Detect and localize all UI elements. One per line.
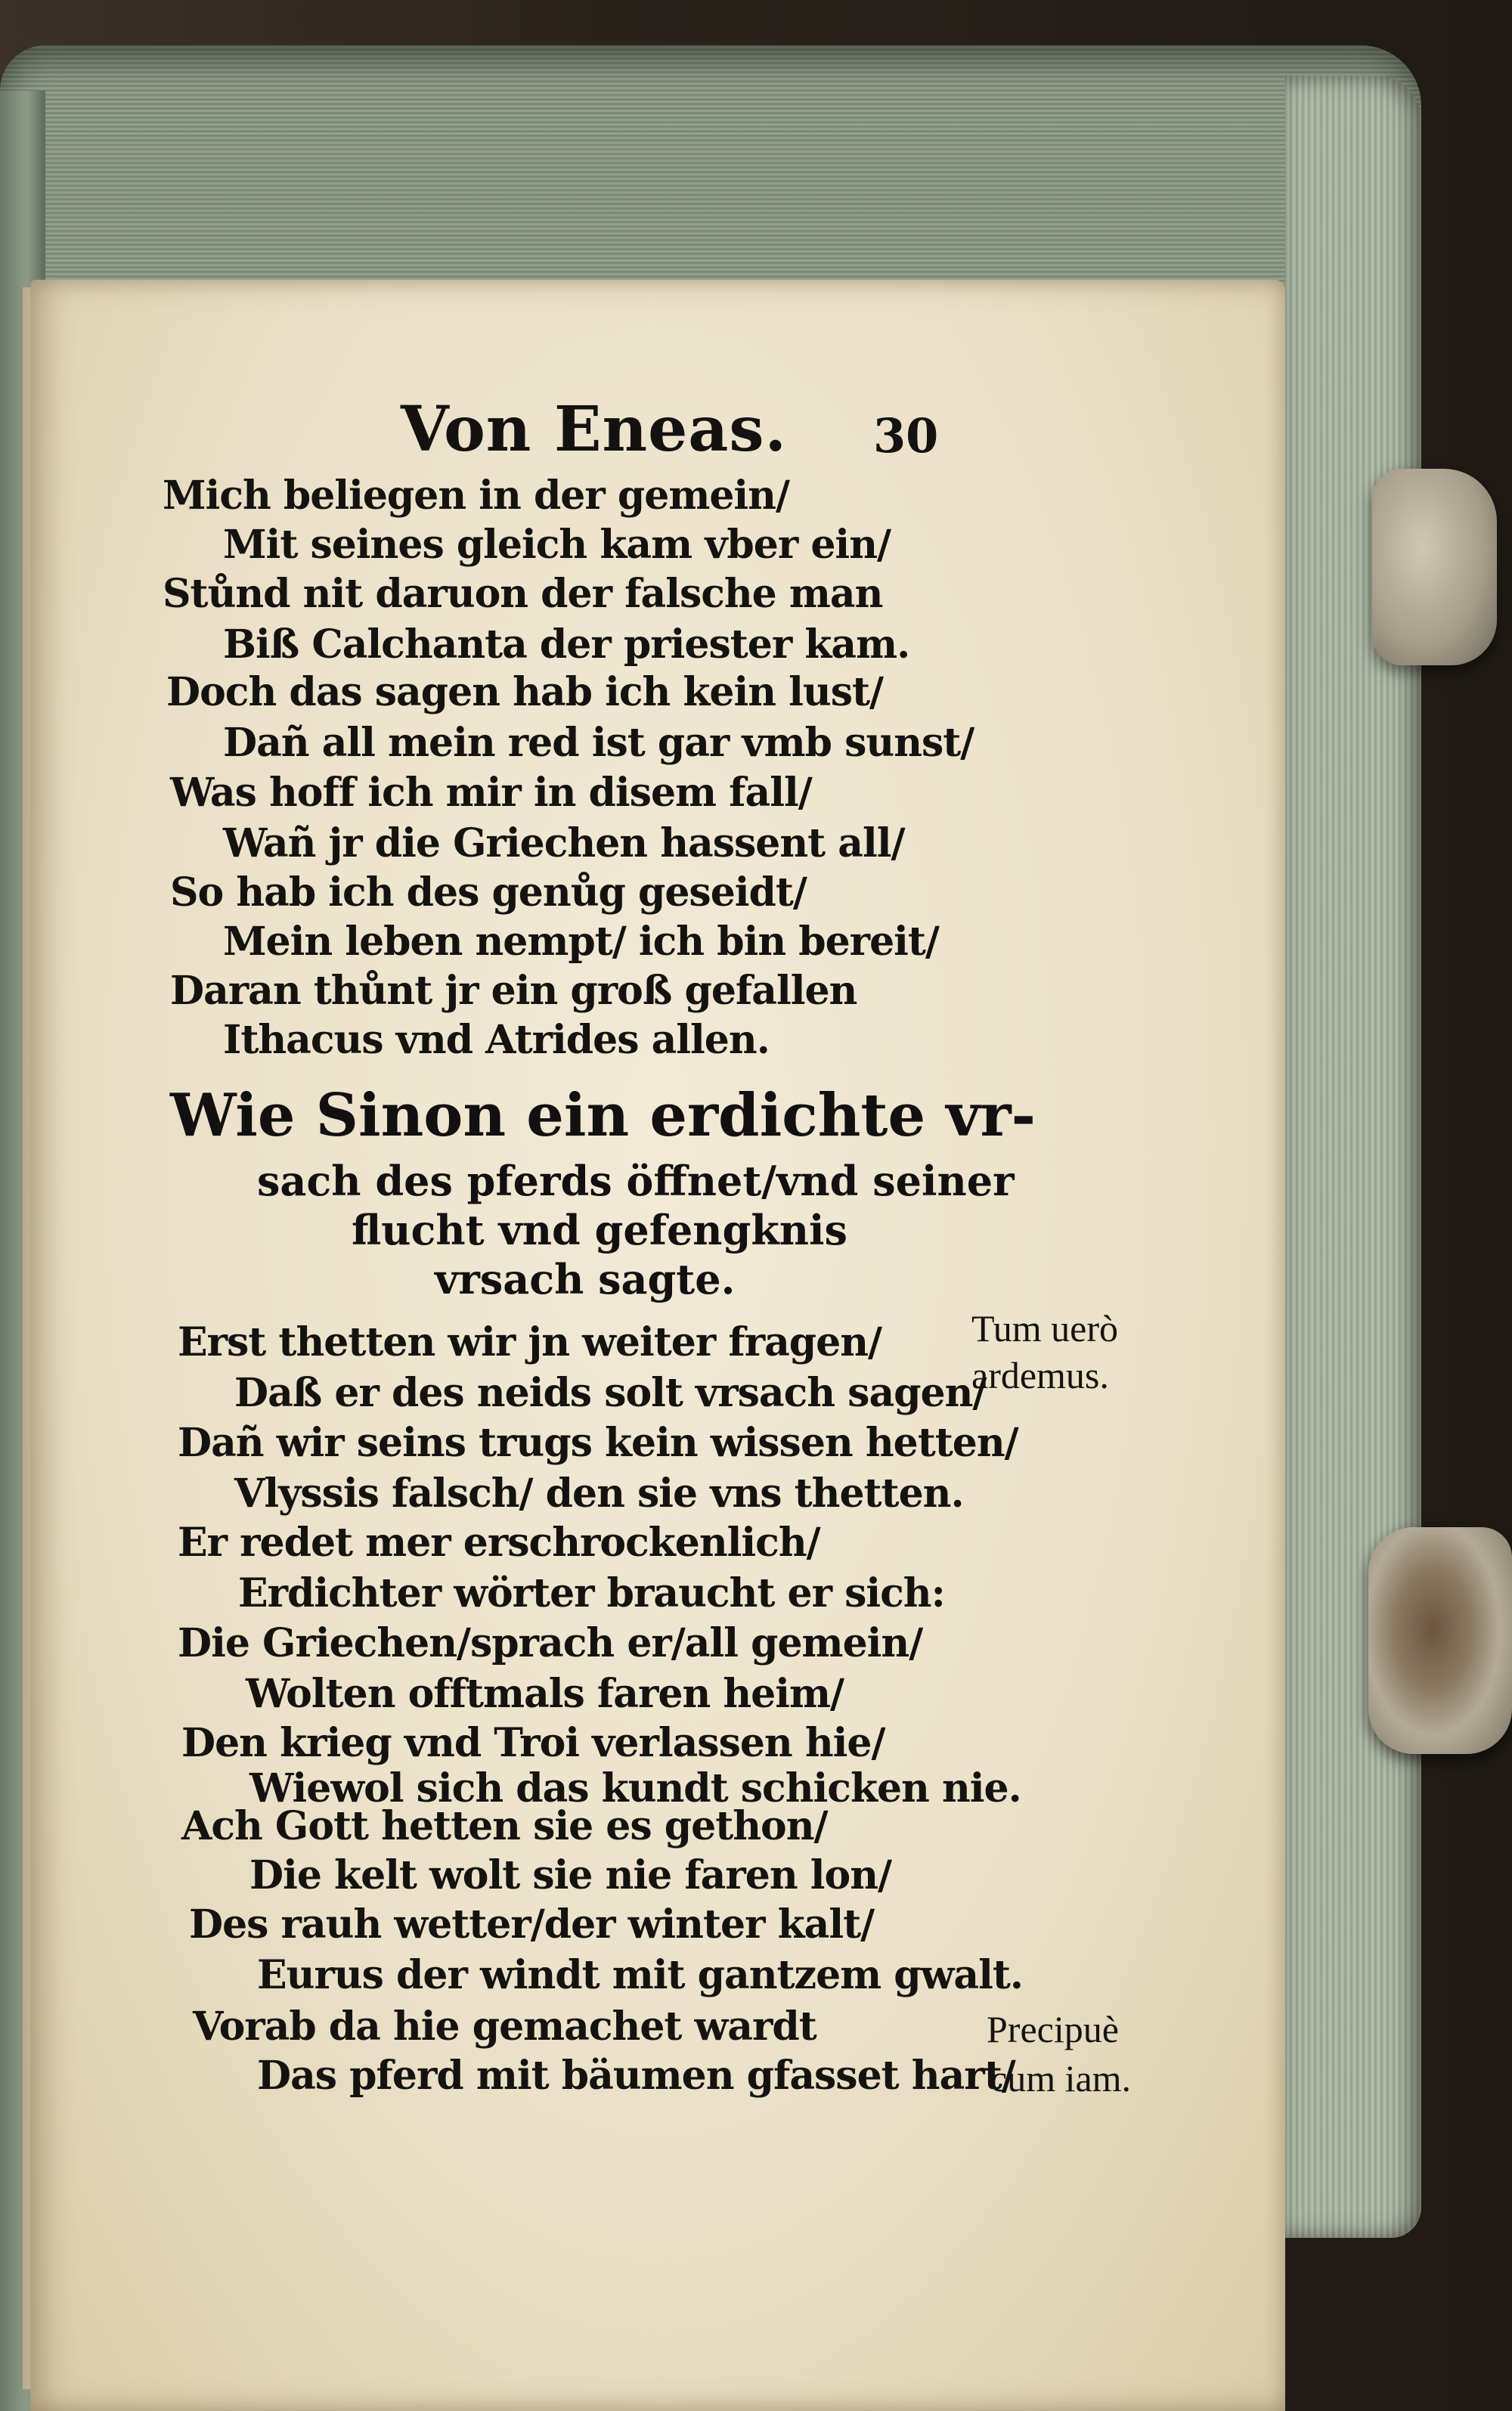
section-heading-line: sach des pferds öffnet/vnd seiner — [257, 1157, 1015, 1205]
book-fore-edge — [1285, 76, 1421, 2238]
margin-note-line: ardemus. — [971, 1354, 1109, 1396]
verse-line: Erdichter wörter braucht er sich: — [238, 1570, 945, 1616]
clasp-top — [1372, 469, 1497, 665]
verse-line: Was hoff ich mir in disem fall/ — [170, 770, 812, 816]
verse-line: Wiewol sich das kundt schicken nie. — [249, 1765, 1021, 1811]
verse-line: Er redet mer erschrockenlich/ — [178, 1520, 820, 1566]
verse-line: Ach Gott hetten sie es gethon/ — [181, 1803, 828, 1849]
section-heading-line: Wie Sinon ein erdichte vr- — [170, 1081, 1036, 1150]
margin-note-line: Precipuè — [987, 2008, 1119, 2050]
verse-line: Daran thůnt jr ein groß gefallen — [170, 968, 857, 1014]
section-heading-line: vrsach sagte. — [435, 1255, 736, 1303]
verse-line: Mich beliegen in der gemein/ — [163, 473, 789, 519]
verse-line: Ithacus vnd Atrides allen. — [223, 1017, 770, 1063]
book-top-edge — [0, 45, 1421, 310]
margin-note-line: Tum uerò — [971, 1307, 1119, 1350]
verse-line: So hab ich des genůg geseidt/ — [170, 869, 807, 916]
section-heading-line: flucht vnd gefengknis — [352, 1206, 847, 1254]
verse-line: Wañ jr die Griechen hassent all/ — [223, 820, 905, 866]
verse-line: Mit seines gleich kam vber ein/ — [223, 522, 891, 568]
verse-line: Dañ wir seins trugs kein wissen hetten/ — [178, 1420, 1018, 1466]
book-page — [30, 280, 1285, 2411]
verse-line: Wolten offtmals faren heim/ — [246, 1671, 844, 1717]
verse-line: Biß Calchanta der priester kam. — [223, 621, 910, 668]
verse-line: Die kelt wolt sie nie faren lon/ — [249, 1852, 892, 1898]
verse-line: Vorab da hie gemachet wardt — [193, 2003, 816, 2050]
verse-line: Das pferd mit bäumen gfasset hart/ — [257, 2053, 1015, 2099]
verse-line: Doch das sagen hab ich kein lust/ — [166, 669, 884, 715]
verse-line: Eurus der windt mit gantzem gwalt. — [257, 1952, 1023, 1998]
verse-line: Des rauh wetter/der winter kalt/ — [189, 1901, 875, 1948]
page-number: 30 — [873, 408, 939, 463]
verse-line: Den krieg vnd Troi verlassen hie/ — [181, 1720, 885, 1766]
verse-line: Stůnd nit daruon der falsche man — [163, 571, 883, 617]
verse-line: Erst thetten wir jn weiter fragen/ — [178, 1319, 882, 1365]
verse-line: Die Griechen/sprach er/all gemein/ — [178, 1620, 923, 1666]
clasp-bottom — [1368, 1527, 1512, 1754]
verse-line: Daß er des neids solt vrsach sagen/ — [234, 1370, 987, 1416]
verse-line: Vlyssis falsch/ den sie vns thetten. — [234, 1470, 964, 1517]
running-title: Von Eneas. — [401, 393, 788, 466]
verse-line: Dañ all mein red ist gar vmb sunst/ — [223, 720, 974, 766]
verse-line: Mein leben nempt/ ich bin bereit/ — [223, 919, 939, 965]
margin-note-line: cum iam. — [990, 2057, 1132, 2100]
